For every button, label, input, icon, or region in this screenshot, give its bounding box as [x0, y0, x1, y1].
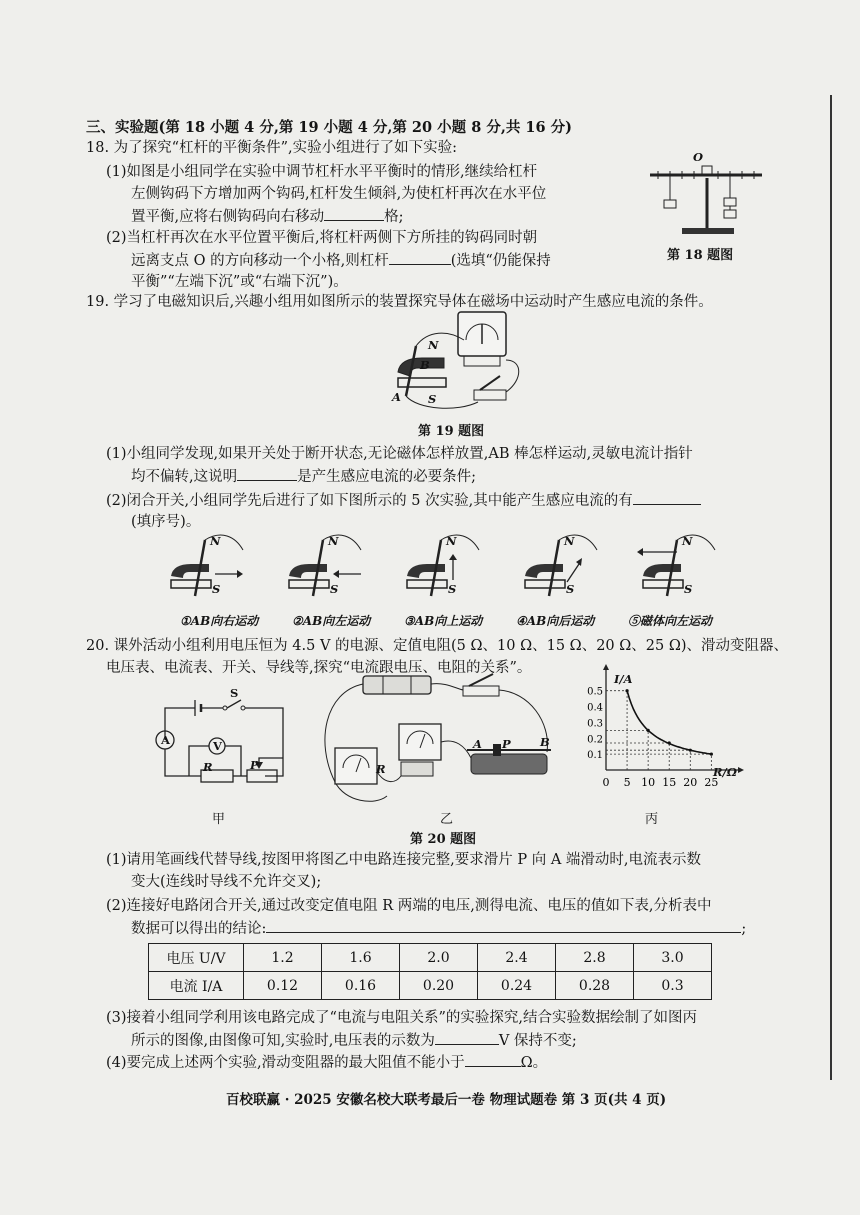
q19-p1-line2-end: 是产生感应电流的必要条件; — [297, 469, 476, 485]
y-tick-label: 0.4 — [587, 702, 603, 714]
q18-lever-figure — [650, 158, 770, 240]
x-axis-arrow — [738, 767, 744, 773]
q20-stem-line2: 电压表、电流表、开关、导线等,探究“电流跟电压、电阻的关系”。 — [106, 660, 532, 676]
q19-p2-line2: (填序号)。 — [131, 514, 201, 530]
table-cell: 0.20 — [400, 972, 478, 1000]
data-table — [148, 943, 712, 1000]
q18-p1-line1: (1)如图是小组同学在实验中调节杠杆水平平衡时的情形,继续给杠杆 — [106, 164, 538, 180]
x-tick-label: 20 — [683, 776, 698, 789]
q19-five-experiments — [165, 530, 805, 610]
jia-label-a: A — [161, 733, 170, 747]
exp5-s: S — [684, 582, 693, 596]
q19-sub-caption-4: ④AB向后运动 — [516, 614, 595, 628]
q19-sub-caption-2: ②AB向左运动 — [292, 614, 371, 628]
x-tick-label: 5 — [623, 776, 631, 789]
q20-blank-conclusion[interactable] — [266, 918, 741, 933]
q19-p1-line2 — [131, 466, 476, 487]
switch-lever — [227, 700, 241, 708]
exp1-n: N — [210, 534, 221, 548]
table-cell: 2.0 — [400, 944, 478, 972]
data-point — [647, 729, 650, 732]
x-tick-label: 0 — [602, 776, 610, 789]
exp3-s: S — [448, 582, 457, 596]
fig-label-yi: 乙 — [440, 812, 454, 827]
y-tick-label: 0.2 — [587, 734, 603, 746]
q19-sub-caption-1: ①AB向右运动 — [180, 614, 259, 628]
fig-label-jia: 甲 — [212, 812, 226, 827]
circuit-diagram-jia — [155, 690, 300, 790]
jia-label-r: R — [203, 760, 213, 774]
q18-p1-line3 — [131, 206, 404, 227]
y-tick-label: 0.3 — [587, 718, 603, 730]
q18-p2-line2-end: (选填“仍能保持 — [450, 253, 551, 269]
graph-bing — [580, 670, 760, 800]
jia-label-s: S — [230, 686, 239, 700]
q20-p2-line2-end: ; — [741, 921, 747, 937]
q20-p3-line1: (3)接着小组同学利用该电路完成了“电流与电阻关系”的实验探究,结合实验数据绘制了如图丙 — [106, 1010, 697, 1026]
voltmeter-physical — [399, 724, 441, 760]
rheostat-physical — [471, 754, 547, 774]
table-cell: 2.8 — [556, 944, 634, 972]
q19-fig-caption: 第 19 题图 — [418, 424, 485, 439]
q18-stem: 18. 为了探究“杠杆的平衡条件”,实验小组进行了如下实验: — [86, 140, 457, 156]
y-tick-label: 0.1 — [587, 750, 603, 762]
exp4-n: N — [564, 534, 575, 548]
q19-p1-line2-text: 均不偏转,这说明 — [131, 469, 238, 485]
q20-p3-line2-text: 所示的图像,由图像可知,实验时,电压表的示数为 — [131, 1033, 435, 1049]
q19-fig-a: A — [392, 390, 401, 404]
switch — [474, 390, 506, 400]
q20-p1-line1: (1)请用笔画线代替导线,按图甲将图乙中电路连接完整,要求滑片 P 向 A 端滑动时,电流表示数 — [106, 852, 702, 868]
right-weight-2 — [724, 210, 736, 218]
q20-p2-line1: (2)连接好电路闭合开关,通过改变定值电阻 R 两端的电压,测得电流、电压的值如下表,分析表中 — [106, 898, 712, 914]
exp3-n: N — [446, 534, 457, 548]
lever-base — [682, 228, 734, 234]
q20-p3-line2-end: V 保持不变; — [498, 1033, 577, 1049]
q19-blank-1[interactable] — [237, 466, 297, 481]
table-cell: 0.28 — [556, 972, 634, 1000]
q18-p1-line3-text: 置平衡,应将右侧钩码向右移动 — [131, 209, 325, 225]
q20-p2-line2-text: 数据可以得出的结论: — [131, 921, 267, 937]
exp-3 — [407, 535, 479, 596]
ammeter-physical — [335, 748, 377, 784]
q18-fig-label-o: O — [693, 150, 704, 164]
y-tick-label: 0.5 — [587, 686, 603, 698]
x-tick-label: 15 — [662, 776, 677, 789]
fig-label-bing: 丙 — [645, 812, 659, 827]
chart-xlabel: R/Ω — [713, 765, 737, 779]
q18-blank-2[interactable] — [389, 250, 451, 265]
q19-sub-caption-5: ⑤磁体向左运动 — [628, 614, 713, 628]
data-point — [668, 741, 671, 744]
yi-label-r: R — [376, 762, 386, 776]
battery-pack — [363, 676, 431, 694]
q19-blank-2[interactable] — [633, 490, 701, 505]
q19-fig-s: S — [428, 392, 437, 406]
left-weight — [664, 200, 676, 208]
q20-p4 — [106, 1052, 547, 1073]
table-cell: 2.4 — [478, 944, 556, 972]
q20-p1-line2: 变大(连线时导线不允许交叉); — [131, 874, 322, 890]
exp5-n: N — [682, 534, 693, 548]
q20-p4-text: (4)要完成上述两个实验,滑动变阻器的最大阻值不能小于 — [106, 1055, 465, 1071]
circuit-physical-yi — [315, 672, 575, 812]
chart-ylabel: I/A — [614, 672, 633, 686]
q19-fig-b: B — [420, 358, 430, 372]
q19-apparatus-figure — [388, 310, 538, 415]
jia-label-v: V — [213, 739, 222, 753]
yi-label-a: A — [473, 737, 482, 751]
table-head-current: 电流 I/A — [149, 972, 244, 1000]
table-row — [149, 972, 712, 1000]
resistor-physical — [401, 762, 433, 776]
q18-p2-line3: 平衡”“左端下沉”或“右端下沉”)。 — [131, 274, 348, 290]
q18-p2-line1: (2)当杠杆再次在水平位置平衡后,将杠杆两侧下方所挂的钩码同时朝 — [106, 230, 538, 246]
q18-fig-caption: 第 18 题图 — [667, 248, 734, 263]
table-cell: 1.2 — [244, 944, 322, 972]
q20-blank-resistance[interactable] — [465, 1052, 521, 1067]
x-tick-label: 10 — [641, 776, 656, 789]
q19-stem: 19. 学习了电磁知识后,兴趣小组用如图所示的装置探究导体在磁场中运动时产生感应电流的条件。 — [86, 294, 713, 310]
q18-p2-line2-text: 远离支点 O 的方向移动一个小格,则杠杆 — [131, 253, 389, 269]
q18-p1-line3-end: 格; — [384, 209, 404, 225]
q18-p2-line2 — [131, 250, 551, 271]
q20-p3-line2 — [131, 1030, 577, 1051]
table-cell: 0.3 — [634, 972, 712, 1000]
knife-switch — [463, 686, 499, 696]
table-cell: 0.16 — [322, 972, 400, 1000]
q18-p1-line2: 左侧钩码下方增加两个钩码,杠杆发生倾斜,为使杠杆再次在水平位 — [131, 186, 547, 202]
data-point — [689, 749, 692, 752]
q19-p2-line1 — [106, 490, 701, 511]
q19-p2-line1-text: (2)闭合开关,小组同学先后进行了如下图所示的 5 次实验,其中能产生感应电流的有 — [106, 493, 633, 509]
right-margin-line — [830, 95, 832, 1080]
exp-4 — [525, 535, 597, 596]
q19-sub-caption-3: ③AB向上运动 — [404, 614, 483, 628]
yi-label-b: B — [540, 735, 550, 749]
x-tick-label: 25 — [704, 776, 719, 789]
exp-1 — [171, 535, 243, 596]
q20-p2-line2 — [131, 918, 746, 939]
q20-stem-line1: 20. 课外活动小组利用电压恒为 4.5 V 的电源、定值电阻(5 Ω、10 Ω、15 Ω、20 Ω、25 Ω)、滑动变阻器、 — [86, 638, 789, 654]
q19-fig-n: N — [428, 338, 439, 352]
section-header: 三、实验题(第 18 小题 4 分,第 19 小题 4 分,第 20 小题 8 分,共 16 分) — [86, 119, 573, 136]
q18-blank-1[interactable] — [324, 206, 384, 221]
exp4-s: S — [566, 582, 575, 596]
table-head-voltage: 电压 U/V — [149, 944, 244, 972]
data-point — [710, 753, 713, 756]
data-point — [625, 689, 628, 692]
q19-p1-line1: (1)小组同学发现,如果开关处于断开状态,无论磁体怎样放置,AB 棒怎样运动,灵敏电流计指针 — [106, 446, 693, 462]
table-cell: 1.6 — [322, 944, 400, 972]
pivot-nut — [702, 166, 712, 174]
q20-p4-end: Ω。 — [520, 1055, 548, 1071]
exp2-s: S — [330, 582, 339, 596]
table-cell: 3.0 — [634, 944, 712, 972]
table-cell: 0.12 — [244, 972, 322, 1000]
jia-label-p: P — [250, 758, 259, 772]
page-footer: 百校联赢 · 2025 安徽名校大联考最后一卷 物理试题卷 第 3 页(共 4 页) — [226, 1092, 667, 1108]
exp1-s: S — [212, 582, 221, 596]
exp-5 — [637, 535, 715, 596]
yi-label-p: P — [502, 737, 511, 751]
exp2-n: N — [328, 534, 339, 548]
right-weight-1 — [724, 198, 736, 206]
exp-2 — [289, 535, 361, 596]
q20-fig-caption: 第 20 题图 — [410, 832, 477, 847]
q20-blank-voltage[interactable] — [435, 1030, 499, 1045]
table-cell: 0.24 — [478, 972, 556, 1000]
y-axis-arrow — [603, 664, 609, 670]
table-row — [149, 944, 712, 972]
